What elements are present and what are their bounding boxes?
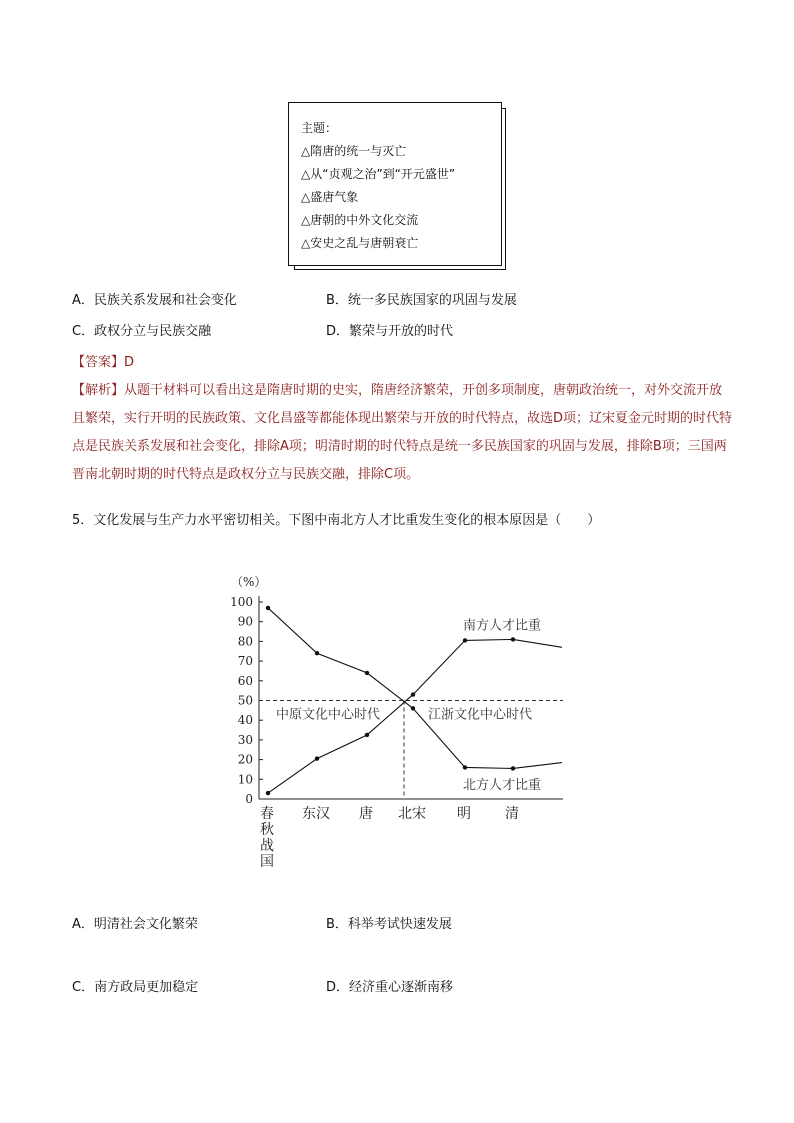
q4-option-a[interactable]: A．民族关系发展和社会变化 xyxy=(72,293,237,308)
topic-item: △唐朝的中外文化交流 xyxy=(301,213,419,227)
y-tick-label: 30 xyxy=(237,732,253,747)
y-unit-label: （%） xyxy=(231,575,267,589)
y-tick-label: 100 xyxy=(230,595,253,609)
y-tick-label: 20 xyxy=(237,752,253,767)
data-point xyxy=(365,671,369,675)
topic-item: △盛唐气象 xyxy=(301,190,359,204)
x-tick-label: 明 xyxy=(457,806,471,822)
topic-item: △从“贞观之治”到“开元盛世” xyxy=(301,167,456,181)
y-tick-label: 90 xyxy=(237,614,253,629)
x-tick-label-char: 秋 xyxy=(260,822,274,838)
topic-item: △安史之乱与唐朝衰亡 xyxy=(301,236,419,250)
y-tick-label: 0 xyxy=(245,792,253,806)
q5-option-d[interactable]: D．经济重心逐渐南移 xyxy=(326,980,454,995)
topic-box xyxy=(288,102,502,266)
y-tick-label: 70 xyxy=(237,654,253,669)
data-point xyxy=(511,766,515,770)
x-tick-label-char: 战 xyxy=(260,838,274,854)
y-tick-label: 80 xyxy=(237,634,253,649)
topic-item: △隋唐的统一与灭亡 xyxy=(301,144,407,158)
era-label-jiangzhe: 江浙文化中心时代 xyxy=(428,707,533,723)
x-tick-label: 东汉 xyxy=(302,806,330,822)
q4-option-b[interactable]: B．统一多民族国家的巩固与发展 xyxy=(326,293,517,308)
q4-answer xyxy=(72,351,134,370)
x-tick-label: 唐 xyxy=(359,806,373,822)
y-tick-label: 40 xyxy=(237,713,253,728)
data-point xyxy=(411,706,415,710)
y-tick-label: 50 xyxy=(237,693,253,708)
x-tick-label-char: 国 xyxy=(260,854,274,870)
talent-ratio-chart xyxy=(0,560,794,880)
y-tick-label: 10 xyxy=(237,772,253,787)
series-label: 北方人才比重 xyxy=(463,778,542,794)
q5-option-b[interactable]: B．科举考试快速发展 xyxy=(326,917,452,932)
era-label-central-plains: 中原文化中心时代 xyxy=(276,707,381,723)
topic-box-title: 主题： xyxy=(301,121,338,135)
data-point xyxy=(266,791,270,795)
analysis-text: 从题干材料可以看出这是隋唐时期的史实，隋唐经济繁荣，开创多项制度，唐朝政治统一，对外交流开放且繁荣，实行开明的民族政策、文化昌盛等都能体现出繁荣与开放的时代特点，故选D项；辽宋夏金元时期的时代特点是民族关系发展和社会变化，排除A项；明清时期的时代特点是统一多民族国家的巩固与发展，排除B项；三国两晋南北朝时期的时代特点是政权分立与民族交融，排除C项。 xyxy=(72,383,733,482)
data-point xyxy=(463,638,467,642)
answer-label: 【答案】 xyxy=(72,355,125,370)
data-point xyxy=(511,637,515,641)
series-label: 南方人才比重 xyxy=(463,618,542,634)
data-point xyxy=(315,651,319,655)
q4-option-c[interactable]: C．政权分立与民族交融 xyxy=(72,324,212,339)
analysis-label: 【解析】 xyxy=(72,383,125,398)
data-point xyxy=(463,765,467,769)
data-point xyxy=(266,606,270,610)
q4-option-d[interactable]: D．繁荣与开放的时代 xyxy=(326,324,454,339)
data-point xyxy=(315,756,319,760)
data-point xyxy=(411,692,415,696)
q5-option-a[interactable]: A．明清社会文化繁荣 xyxy=(72,917,198,932)
q4-analysis xyxy=(72,377,732,489)
x-tick-label-char: 春 xyxy=(260,806,274,822)
q5-option-c[interactable]: C．南方政局更加稳定 xyxy=(72,980,199,995)
y-tick-label: 60 xyxy=(237,673,253,688)
answer-value: D xyxy=(124,355,135,370)
data-point xyxy=(365,733,369,737)
x-tick-label: 北宋 xyxy=(398,806,426,822)
q5-stem: 5．文化发展与生产力水平密切相关。下图中南北方人才比重发生变化的根本原因是（ ） xyxy=(72,513,601,528)
x-tick-label: 清 xyxy=(505,806,519,822)
